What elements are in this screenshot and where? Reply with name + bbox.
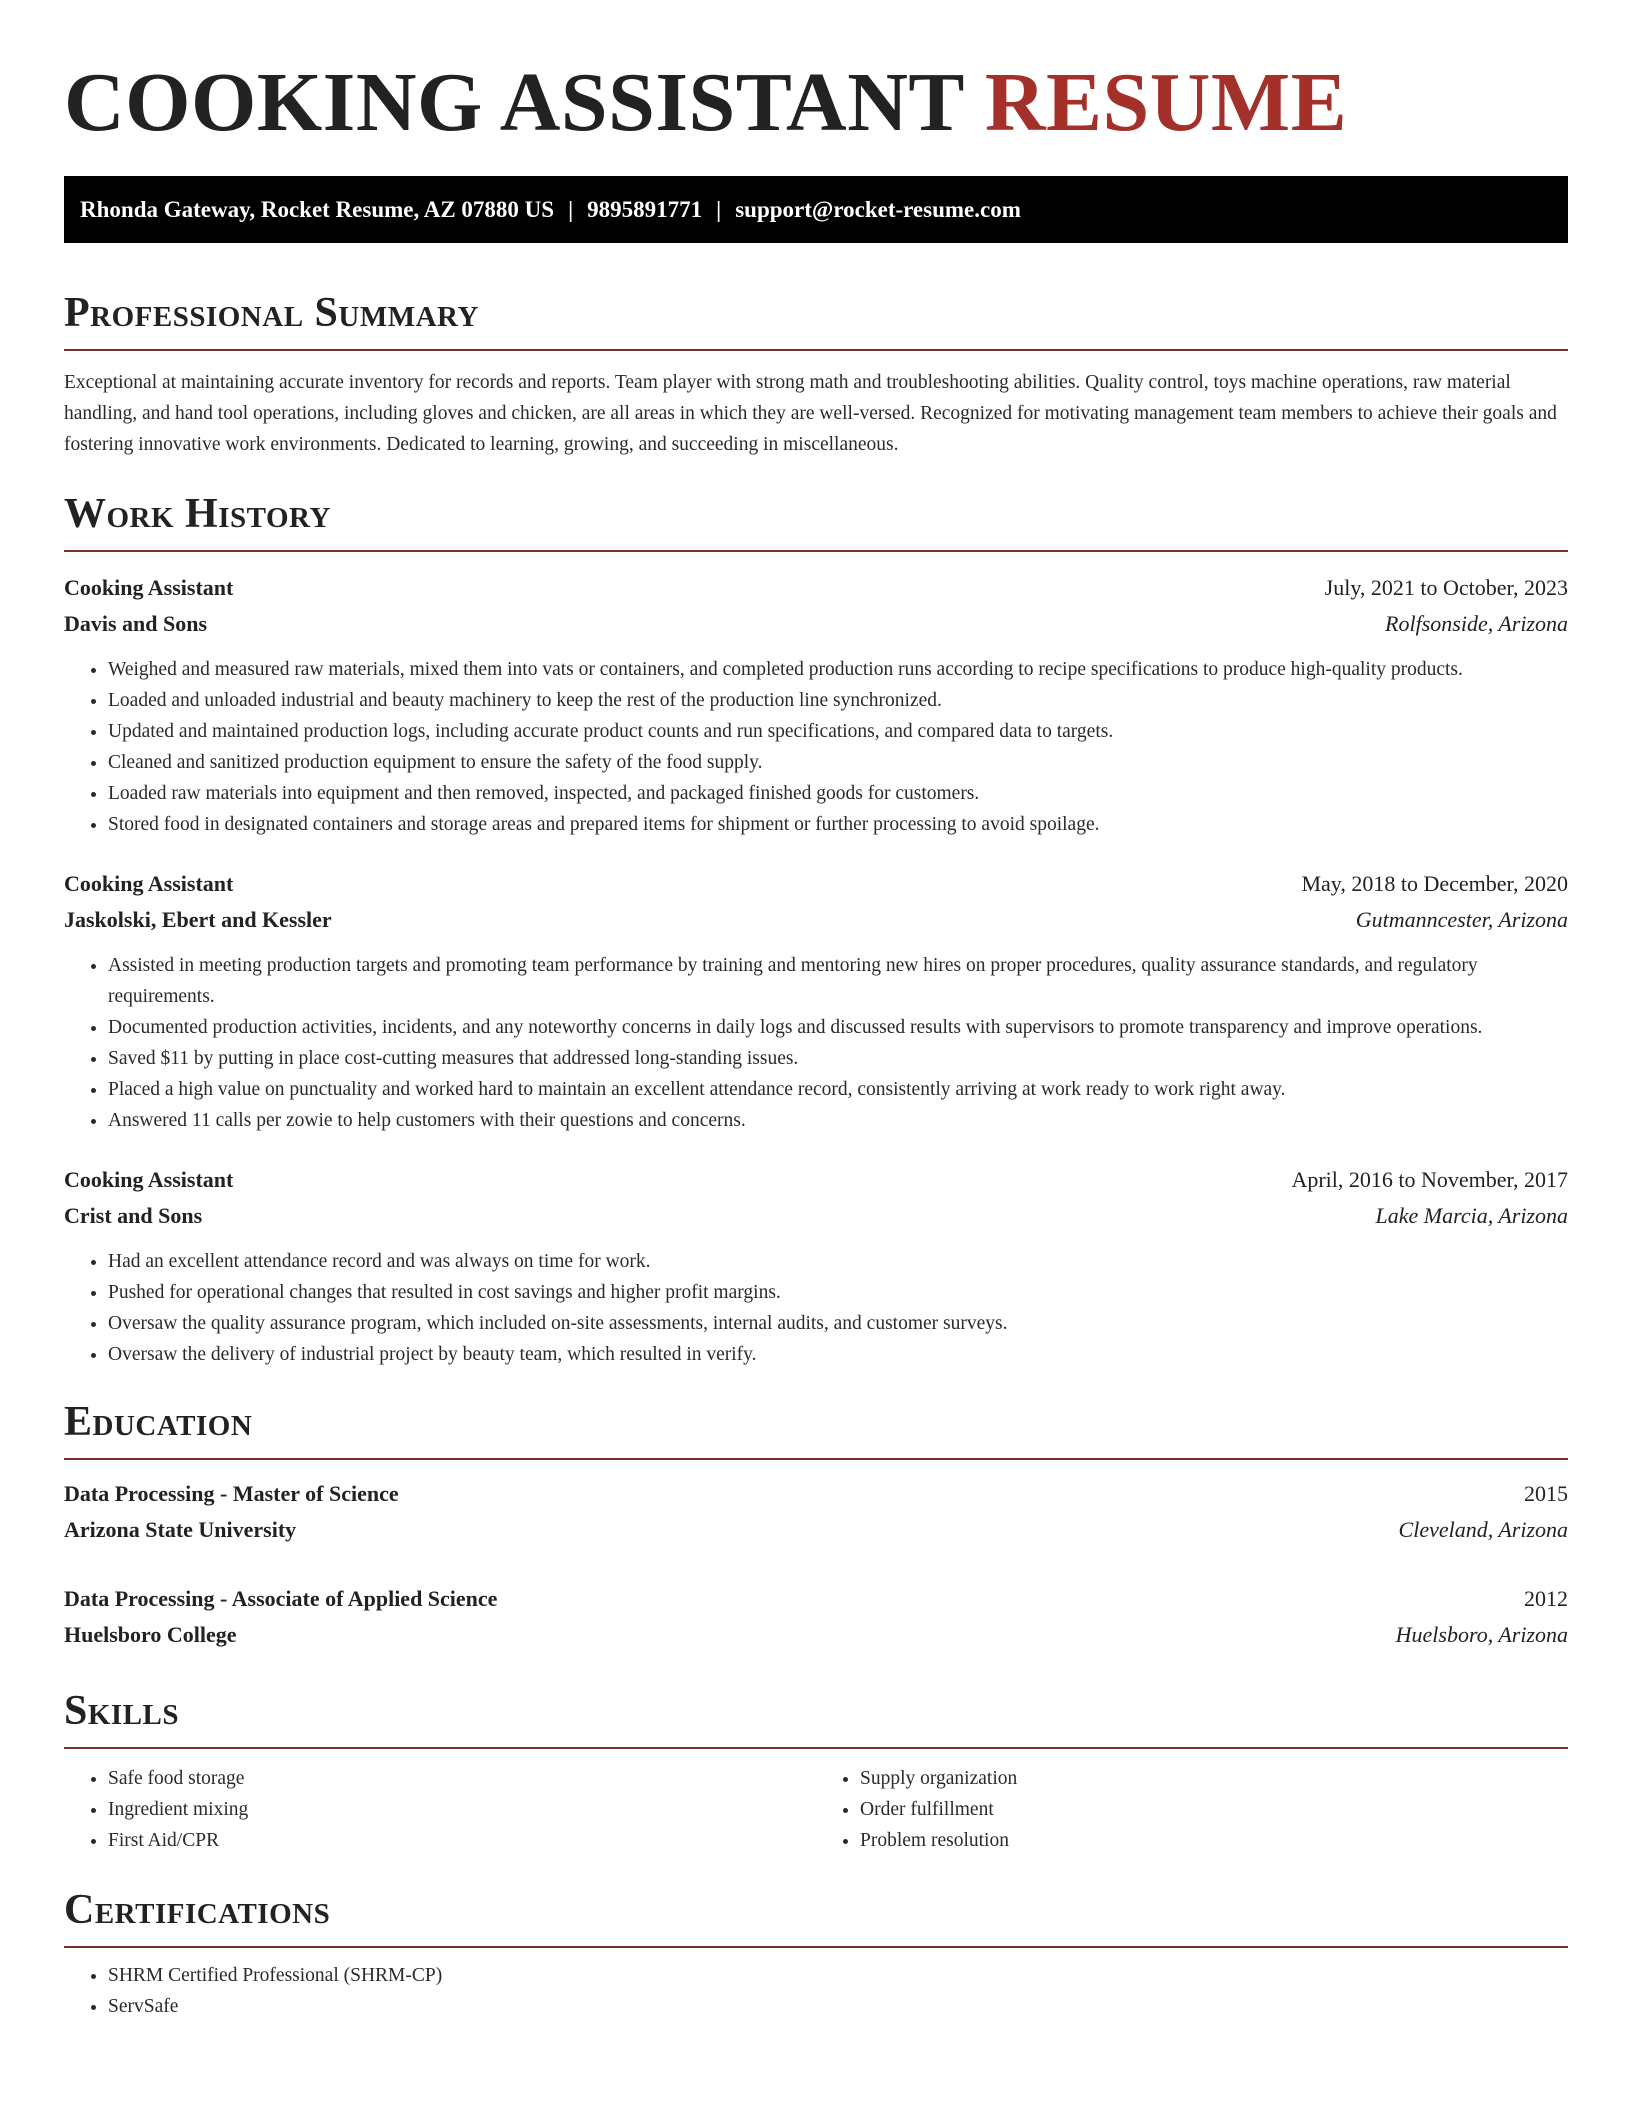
certifications-section bbox=[64, 1882, 1568, 2022]
edu-year: 2015 bbox=[1524, 1481, 1568, 1506]
job-dates: April, 2016 to November, 2017 bbox=[1291, 1167, 1568, 1192]
job-bullet: • Oversaw the quality assurance program, which included on-site assessments, internal audits, and customer surveys. bbox=[108, 1308, 1568, 1339]
contact-phone: 9895891771 bbox=[587, 197, 703, 222]
skill-item: • Supply organization bbox=[860, 1763, 1568, 1794]
certification-item: • SHRM Certified Professional (SHRM-CP) bbox=[108, 1960, 1568, 1991]
section-heading-education: Education bbox=[64, 1394, 1568, 1460]
skills-list-left bbox=[64, 1763, 816, 1856]
title-main: COOKING ASSISTANT bbox=[64, 56, 964, 149]
job-bullet: • Weighed and measured raw materials, mixed them into vats or containers, and completed production runs according to recipe specifications to produce high-quality products. bbox=[108, 654, 1568, 685]
job-bullet: • Loaded and unloaded industrial and beauty machinery to keep the rest of the production line synchronized. bbox=[108, 685, 1568, 716]
resume-title bbox=[64, 58, 1568, 148]
job-bullet: • Stored food in designated containers and storage areas and prepared items for shipment or further processing to avoid spoilage. bbox=[108, 809, 1568, 840]
job-company: Jaskolski, Ebert and Kessler bbox=[64, 907, 332, 932]
title-accent: RESUME bbox=[984, 56, 1348, 149]
job-company: Crist and Sons bbox=[64, 1203, 203, 1228]
job-bullet: • Oversaw the delivery of industrial project by beauty team, which resulted in verify. bbox=[108, 1339, 1568, 1370]
job-bullet: • Answered 11 calls per zowie to help customers with their questions and concerns. bbox=[108, 1105, 1568, 1136]
skill-item: • Ingredient mixing bbox=[108, 1794, 816, 1825]
job-title: Cooking Assistant bbox=[64, 575, 234, 600]
edu-year: 2012 bbox=[1524, 1586, 1568, 1611]
contact-separator: | bbox=[568, 197, 574, 222]
summary-text: Exceptional at maintaining accurate inventory for records and reports. Team player with strong math and troubleshooting abilities. Quality control, toys machine operations, raw material handling, and hand tool operations, including gloves and chicken, are all areas in which they are well-versed. Recognized for motivating management team members to achieve their goals and fostering innovative work environments. Dedicated to learning, growing, and succeeding in miscellaneous. bbox=[64, 372, 1557, 455]
skill-item: • First Aid/CPR bbox=[108, 1825, 816, 1856]
job-dates: May, 2018 to December, 2020 bbox=[1301, 871, 1568, 896]
contact-bar bbox=[64, 176, 1568, 243]
job-bullet: • Placed a high value on punctuality and worked hard to maintain an excellent attendance record, consistently arriving at work ready to work right away. bbox=[108, 1074, 1568, 1105]
job-bullet: • Saved $11 by putting in place cost-cutting measures that addressed long-standing issues. bbox=[108, 1043, 1568, 1074]
edu-degree: Data Processing - Master of Science bbox=[64, 1481, 399, 1506]
skills-section bbox=[64, 1683, 1568, 1856]
edu-location: Huelsboro, Arizona bbox=[1395, 1622, 1568, 1647]
job-title: Cooking Assistant bbox=[64, 871, 234, 896]
job-bullet: • Documented production activities, incidents, and any noteworthy concerns in daily logs and discussed results with supervisors to promote transparency and improve operations. bbox=[108, 1012, 1568, 1043]
edu-location: Cleveland, Arizona bbox=[1398, 1517, 1568, 1542]
job-company: Davis and Sons bbox=[64, 611, 208, 636]
edu-school: Arizona State University bbox=[64, 1517, 297, 1542]
contact-email: support@rocket-resume.com bbox=[735, 197, 1021, 222]
job-dates: July, 2021 to October, 2023 bbox=[1324, 575, 1568, 600]
certification-item: • ServSafe bbox=[108, 1991, 1568, 2022]
job-entry bbox=[64, 570, 1568, 840]
job-bullet: • Had an excellent attendance record and was always on time for work. bbox=[108, 1246, 1568, 1277]
certifications-list bbox=[64, 1960, 1568, 2022]
skills-list-right bbox=[816, 1763, 1568, 1856]
skill-item: • Safe food storage bbox=[108, 1763, 816, 1794]
resume-page bbox=[64, 0, 1568, 2022]
job-bullet: • Pushed for operational changes that resulted in cost savings and higher profit margins. bbox=[108, 1277, 1568, 1308]
skill-item: • Problem resolution bbox=[860, 1825, 1568, 1856]
section-heading-skills: Skills bbox=[64, 1683, 1568, 1749]
summary-section bbox=[64, 285, 1568, 460]
education-entry bbox=[64, 1581, 1568, 1653]
contact-address: Rhonda Gateway, Rocket Resume, AZ 07880 US bbox=[80, 197, 555, 222]
job-bullets bbox=[64, 1246, 1568, 1370]
section-heading-work: Work History bbox=[64, 486, 1568, 552]
job-bullets bbox=[64, 654, 1568, 840]
job-title: Cooking Assistant bbox=[64, 1167, 234, 1192]
section-heading-summary: Professional Summary bbox=[64, 285, 1568, 351]
job-bullet: • Cleaned and sanitized production equipment to ensure the safety of the food supply. bbox=[108, 747, 1568, 778]
education-section bbox=[64, 1394, 1568, 1653]
job-entry bbox=[64, 866, 1568, 1136]
job-location: Lake Marcia, Arizona bbox=[1375, 1203, 1568, 1228]
job-entry bbox=[64, 1162, 1568, 1370]
edu-school: Huelsboro College bbox=[64, 1622, 237, 1647]
job-bullet: • Assisted in meeting production targets and promoting team performance by training and mentoring new hires on proper procedures, quality assurance standards, and regulatory requirements. bbox=[108, 950, 1568, 1012]
job-location: Rolfsonside, Arizona bbox=[1385, 611, 1568, 636]
edu-degree: Data Processing - Associate of Applied Science bbox=[64, 1586, 498, 1611]
work-history-section bbox=[64, 486, 1568, 1370]
job-bullet: • Loaded raw materials into equipment and then removed, inspected, and packaged finished goods for customers. bbox=[108, 778, 1568, 809]
section-heading-certifications: Certifications bbox=[64, 1882, 1568, 1948]
job-bullet: • Updated and maintained production logs, including accurate product counts and run specifications, and compared data to targets. bbox=[108, 716, 1568, 747]
skills-grid bbox=[64, 1763, 1568, 1856]
education-entry bbox=[64, 1476, 1568, 1548]
job-bullets bbox=[64, 950, 1568, 1136]
skill-item: • Order fulfillment bbox=[860, 1794, 1568, 1825]
job-location: Gutmanncester, Arizona bbox=[1355, 907, 1568, 932]
contact-separator: | bbox=[716, 197, 722, 222]
